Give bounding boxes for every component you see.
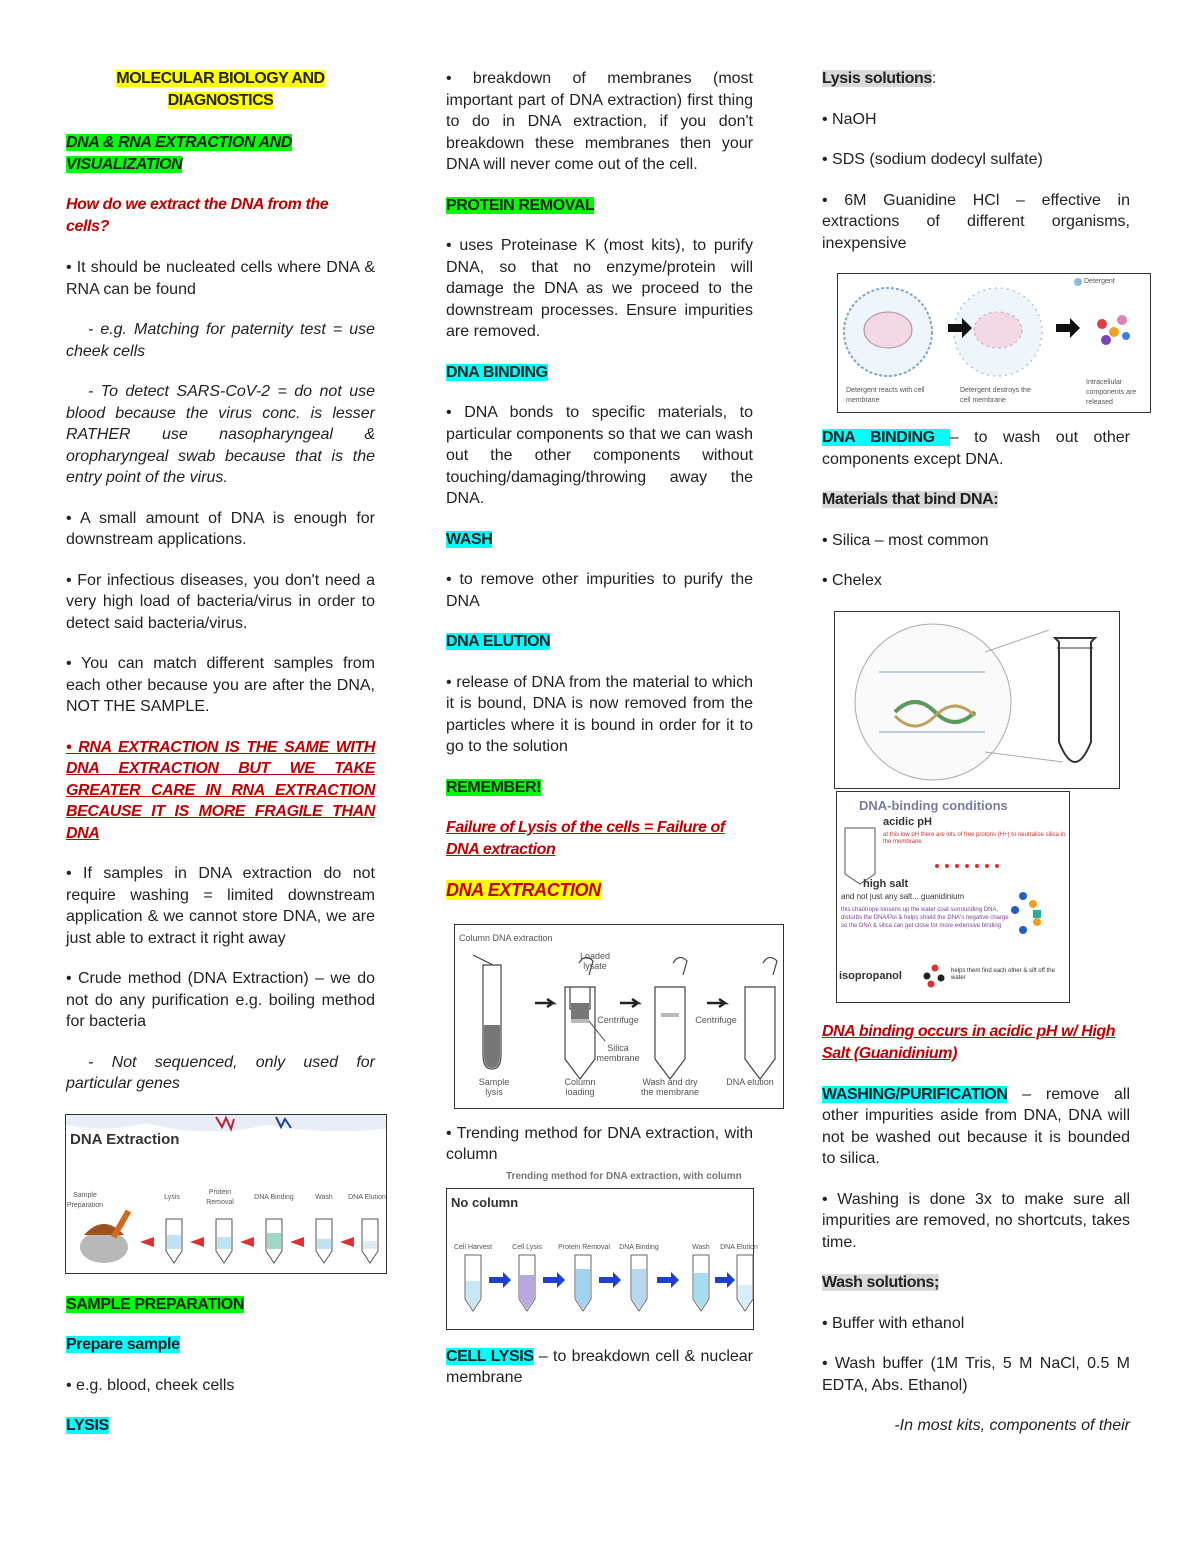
heading-colon: : — [931, 70, 936, 87]
figure-label: Sample lysis — [478, 1076, 510, 1097]
paragraph: • Washing is done 3x to make sure all impurities are removed, no shortcuts, takes time. — [822, 1190, 1130, 1251]
condition-note: at this low pH there are lots of free protons (H+) to neutralise silica in the membrane — [883, 831, 1066, 845]
condition-note: helps them find each other & sift off the water — [951, 967, 1055, 981]
document-title: MOLECULAR BIOLOGY AND DIAGNOSTICS — [116, 70, 325, 109]
condition-note: and not just any salt... guanidinium — [841, 891, 965, 901]
condition-isopropanol: isopropanol — [839, 969, 902, 982]
figure-title: Column DNA extraction — [459, 932, 553, 943]
washing-text: – remove all other impurities aside from DNA, DNA will not be washed out because it is bounded to silica. — [822, 1085, 1130, 1167]
figure-label: Detergent reacts with cell membrane — [846, 387, 925, 404]
dna-binding-text: – to wash out other components except DNA. — [822, 429, 1130, 468]
step-label: Cell Lysis — [512, 1243, 542, 1251]
dna-binding-conditions-figure — [836, 791, 1070, 1003]
dna-extraction-figure — [65, 1114, 387, 1274]
figure-title: DNA Extraction — [70, 1130, 180, 1148]
heading-sample-preparation: SAMPLE PREPARATION — [66, 1295, 244, 1313]
paragraph: • Buffer with ethanol — [822, 1314, 965, 1332]
section-heading: DNA & RNA EXTRACTION AND VISUALIZATION — [66, 134, 292, 173]
figure-label: Silica membrane — [596, 1042, 640, 1063]
silica-binding-figure — [834, 611, 1120, 789]
paragraph: • Crude method (DNA Extraction) – we do not do any purification e.g. boiling method for bacteria — [66, 970, 375, 1030]
heading-dna-binding: DNA BINDING — [822, 429, 950, 446]
column-2 — [446, 68, 774, 1408]
step-label: DNA Elution — [720, 1243, 758, 1251]
figure-title: DNA-binding conditions — [859, 797, 1008, 813]
heading-dna-extraction: DNA EXTRACTION — [446, 880, 601, 900]
figure-label: Wash and dry the membrane — [640, 1076, 700, 1097]
paragraph: • breakdown of membranes (most important part of DNA extraction) first thing to do in DNA extraction, if you don't breakdown these membranes then your DNA will never come out of the cell. — [446, 70, 753, 173]
figure-label: Intracellular components are released — [1086, 379, 1137, 406]
step-label: Protein Removal — [558, 1243, 610, 1251]
step-label: DNA Elution — [348, 1193, 386, 1201]
heading-wash: WASH — [446, 530, 493, 548]
figure-label: Detergent destroys the cell membrane — [960, 387, 1031, 404]
paragraph: • DNA bonds to specific materials, to particular components so that we can wash out the other components without touching/damaging/throwing away the DNA. — [446, 404, 753, 507]
heading-materials-bind-dna: Materials that bind DNA: — [822, 491, 999, 508]
question-heading: How do we extract the DNA from the cells? — [66, 196, 329, 235]
heading-dna-elution: DNA ELUTION — [446, 633, 551, 650]
step-label: Wash — [315, 1193, 333, 1201]
paragraph: • If samples in DNA extraction do not require washing = limited downstream application & we cannot store DNA, we are just able to extract it right away — [66, 865, 375, 947]
rna-note — [66, 737, 375, 845]
rna-note-text: RNA EXTRACTION IS THE SAME WITH DNA EXTRACTION BUT WE TAKE GREATER CARE IN RNA EXTRACTION BECAUSE IT IS MORE FRAGILE THAN DNA — [66, 738, 375, 842]
paragraph: • e.g. blood, cheek cells — [66, 1376, 235, 1394]
paragraph: • uses Proteinase K (most kits), to purify DNA, so that no enzyme/protein will damage the DNA as we proceed to the downstream processes. Ensure impurities are removed. — [446, 237, 753, 340]
condition-acidic-ph: acidic pH — [883, 815, 932, 828]
figure-label: Column loading — [564, 1076, 596, 1097]
paragraph: • You can match different samples from each other because you are after the DNA, NOT THE SAMPLE. — [66, 655, 375, 715]
condition-high-salt: high salt — [863, 877, 909, 890]
figure-title: No column — [451, 1194, 519, 1210]
paragraph: - e.g. Matching for paternity test = use cheek cells — [66, 321, 375, 360]
cell-lysis-text: – to breakdown cell & nuclear membrane — [446, 1347, 753, 1386]
step-label: DNA Binding — [619, 1243, 659, 1251]
silica-binding-diagram — [835, 612, 1119, 788]
heading-lysis: LYSIS — [66, 1417, 109, 1434]
heading-remember: REMEMBER! — [446, 778, 542, 796]
legend-label: Detergent — [1084, 278, 1115, 285]
heading-protein-removal: PROTEIN REMOVAL — [446, 196, 595, 214]
step-label: Sample Preparation — [66, 1191, 104, 1209]
paragraph: • to remove other impurities to purify the DNA — [446, 571, 753, 610]
heading-dna-binding: DNA BINDING — [446, 363, 548, 381]
step-label: Wash — [692, 1243, 710, 1251]
no-column-figure — [446, 1188, 758, 1330]
paragraph: • A small amount of DNA is enough for downstream applications. — [66, 509, 375, 548]
condition-note: this chaotrope loosens up the water coat surrounding DNA, disturbs the DNA/Pol & helps shield the DNA's negative charge so the DNA & silica can get close for more extensive binding — [841, 906, 1009, 929]
step-label: Lysis — [164, 1193, 180, 1201]
cropped-caption: Trending method for DNA extraction, with column — [506, 1170, 742, 1182]
detergent-lysis-figure — [837, 273, 1151, 413]
heading-lysis-solutions: Lysis solutions — [822, 70, 932, 87]
paragraph: - To detect SARS-CoV-2 = do not use blood because the virus conc. is lesser RATHER use nasopharyngeal & oropharyngeal swab because that is the entry point of the virus. — [66, 383, 375, 486]
remember-note: Failure of Lysis of the cells = Failure of DNA extraction — [446, 819, 725, 858]
paragraph: • For infectious diseases, you don't need a very high load of bacteria/virus in order to detect said bacteria/virus. — [66, 571, 375, 632]
paragraph: • Chelex — [822, 572, 882, 589]
step-label: DNA Binding — [254, 1193, 294, 1201]
paragraph: • 6M Guanidine HCl – effective in extractions of different organisms, inexpensive — [822, 191, 1130, 252]
paragraph: • It should be nucleated cells where DNA & RNA can be found — [66, 259, 375, 298]
column-3 — [822, 68, 1137, 1456]
step-label: Protein Removal — [206, 1188, 234, 1206]
paragraph: • SDS (sodium dodecyl sulfate) — [822, 151, 1043, 168]
figure-label: Centrifuge — [597, 1014, 639, 1025]
binding-note: DNA binding occurs in acidic pH w/ High Salt (Guanidinium) — [822, 1022, 1116, 1062]
paragraph: • release of DNA from the material to which it is bound, DNA is now removed from the particles where it is bound in order for it to go to the solution — [446, 673, 753, 755]
step-label: Cell Harvest — [453, 1243, 493, 1251]
heading-cell-lysis: CELL LYSIS — [446, 1347, 534, 1365]
bullet: • — [66, 738, 79, 756]
heading-wash-solutions: Wash solutions; — [822, 1274, 939, 1291]
figure-label: Centrifuge — [695, 1014, 737, 1025]
washing-paragraph — [822, 1084, 1130, 1170]
paragraph: - Not sequenced, only used for particular genes — [66, 1053, 375, 1092]
lysis-solutions-heading — [822, 68, 1130, 90]
paragraph: • NaOH — [822, 110, 877, 128]
no-column-diagram — [447, 1189, 753, 1329]
figure-label: DNA elution — [726, 1076, 774, 1087]
column-1 — [66, 68, 386, 1456]
dna-binding-paragraph — [822, 427, 1130, 470]
paragraph: • Silica – most common — [822, 531, 989, 549]
paragraph: -In most kits, components of their — [894, 1417, 1130, 1434]
figure-label: Loaded lysate — [579, 950, 611, 971]
heading-prepare-sample: Prepare sample — [66, 1336, 180, 1353]
paragraph: • Wash buffer (1M Tris, 5 M NaCl, 0.5 M EDTA, Abs. Ethanol) — [822, 1355, 1130, 1394]
cell-lysis-paragraph — [446, 1346, 753, 1389]
heading-washing-purification: WASHING/PURIFICATION — [822, 1085, 1008, 1103]
paragraph: • Trending method for DNA extraction, with column — [446, 1124, 753, 1163]
column-extraction-figure — [454, 924, 784, 1109]
